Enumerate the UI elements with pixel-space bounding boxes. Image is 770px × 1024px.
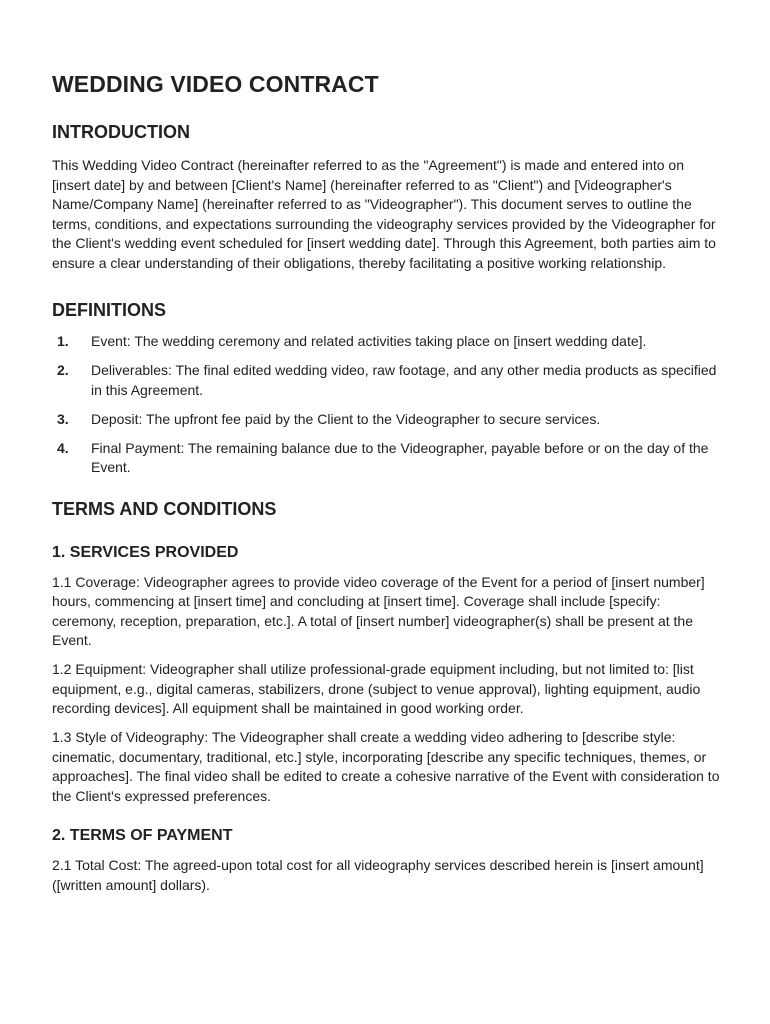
definition-number: 4.	[57, 439, 69, 456]
payment-heading: 2. TERMS OF PAYMENT	[52, 827, 233, 844]
definition-text: Deposit: The upfront fee paid by the Client to the Videographer to secure services.	[91, 410, 601, 427]
definition-text: Event: The wedding ceremony and related activities taking place on [insert wedding date].	[91, 333, 647, 349]
clause-1-2: 1.2 Equipment: Videographer shall utilize professional-grade equipment including, but not limited to: [list equipment, e.g., digital cameras, stabilizers, drone (subject to venue approval), lighting equipment, audio recording devices]. All equipment shall be maintained in good working order.	[52, 661, 701, 716]
definition-item	[52, 439, 722, 478]
definition-number: 3.	[57, 410, 69, 427]
clause-1-1: 1.1 Coverage: Videographer agrees to provide video coverage of the Event for a period of [insert number] hours, commencing at [insert time] and concluding at [insert time]. Coverage shall include [specify: ceremony, reception, preparation, etc.]. A total of [insert number] videographer(s) shall be present at the Event.	[52, 573, 705, 648]
definition-text: Final Payment: The remaining balance due to the Videographer, payable before or on the day of the Event.	[91, 439, 709, 475]
definitions-heading: DEFINITIONS	[52, 300, 167, 320]
definition-text: Deliverables: The final edited wedding video, raw footage, and any other media products as specified in this Agreement.	[91, 362, 717, 398]
definition-number: 2.	[57, 362, 69, 378]
definition-item	[52, 332, 722, 352]
definition-number: 1.	[57, 333, 69, 349]
definition-item	[52, 361, 722, 400]
introduction-paragraph: This Wedding Video Contract (hereinafter referred to as the "Agreement") is made and entered into on [insert date] by and between [Client's Name] (hereinafter referred to as "Client") and [Videographer's Name/Company Name] (hereinafter referred to as "Videographer"). This document serves to outline the terms, conditions, and expectations surrounding the videography services provided by the Videographer for the Client's wedding event scheduled for [insert wedding date]. Through this Agreement, both parties aim to ensure a clear understanding of their obligations, thereby facilitating a positive working relationship.	[52, 157, 716, 271]
clause-2-1: 2.1 Total Cost: The agreed-upon total cost for all videography services described herein is [insert amount] ([written amount] dollars).	[52, 857, 704, 893]
introduction-heading: INTRODUCTION	[52, 122, 190, 142]
definition-item	[52, 410, 722, 430]
definitions-list	[52, 332, 722, 478]
document-body	[52, 122, 722, 905]
clause-1-3: 1.3 Style of Videography: The Videographer shall create a wedding video adhering to [describe style: cinematic, documentary, traditional, etc.] style, incorporating [describe any specific techniques, themes, or approaches]. The final video shall be edited to create a cohesive narrative of the Event with consideration to the Client's expressed preferences.	[52, 729, 720, 804]
document-title: WEDDING VIDEO CONTRACT	[52, 71, 379, 97]
services-heading: 1. SERVICES PROVIDED	[52, 543, 239, 561]
terms-heading: TERMS AND CONDITIONS	[52, 498, 277, 519]
